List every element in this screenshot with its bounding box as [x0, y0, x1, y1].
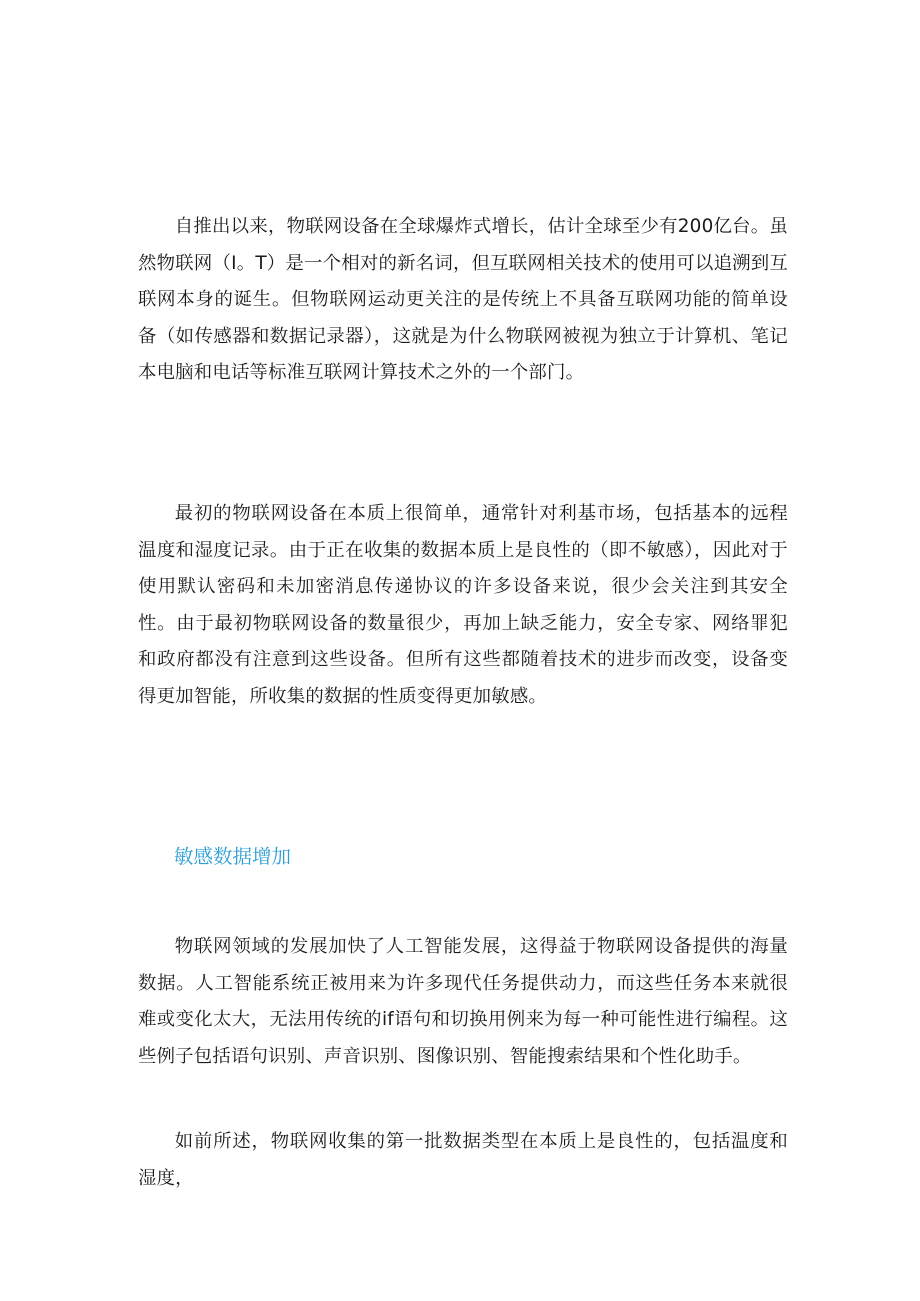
paragraph-data-types: 如前所述，物联网收集的第一批数据类型在本质上是良性的，包括温度和湿度， [138, 1131, 788, 1189]
paragraph-ai-development: 物联网领域的发展加快了人工智能发展，这得益于物联网设备提供的海量数据。人工智能系统正被用来为许多现代任务提供动力，而这些任务本来就很难或变化太大，无法用传统的if语句和切换用例来为每一种可能性进行编程。这些例子包括语句识别、声音识别、图像识别、智能搜索结果和个性化助手。 [138, 936, 788, 1067]
section-heading: 敏感数据增加 [174, 845, 292, 868]
paragraph-early-devices: 最初的物联网设备在本质上很简单，通常针对利基市场，包括基本的远程温度和湿度记录。由于正在收集的数据本质上是良性的（即不敏感），因此对于使用默认密码和未加密消息传递协议的许多设备来说，很少会关注到其安全性。由于最初物联网设备的数量很少，再加上缺乏能力，安全专家、网络罪犯和政府都没有注意到这些设备。但所有这些都随着技术的进步而改变，设备变得更加智能，所收集的数据的性质变得更加敏感。 [138, 503, 788, 707]
paragraph-intro: 自推出以来，物联网设备在全球爆炸式增长，估计全球至少有200亿台。虽然物联网（I。T）是一个相对的新名词，但互联网相关技术的使用可以追溯到互联网本身的诞生。但物联网运动更关注的是传统上不具备互联网功能的简单设备（如传感器和数据记录器），这就是为什么物联网被视为独立于计算机、笔记本电脑和电话等标准互联网计算技术之外的一个部门。 [138, 216, 788, 384]
